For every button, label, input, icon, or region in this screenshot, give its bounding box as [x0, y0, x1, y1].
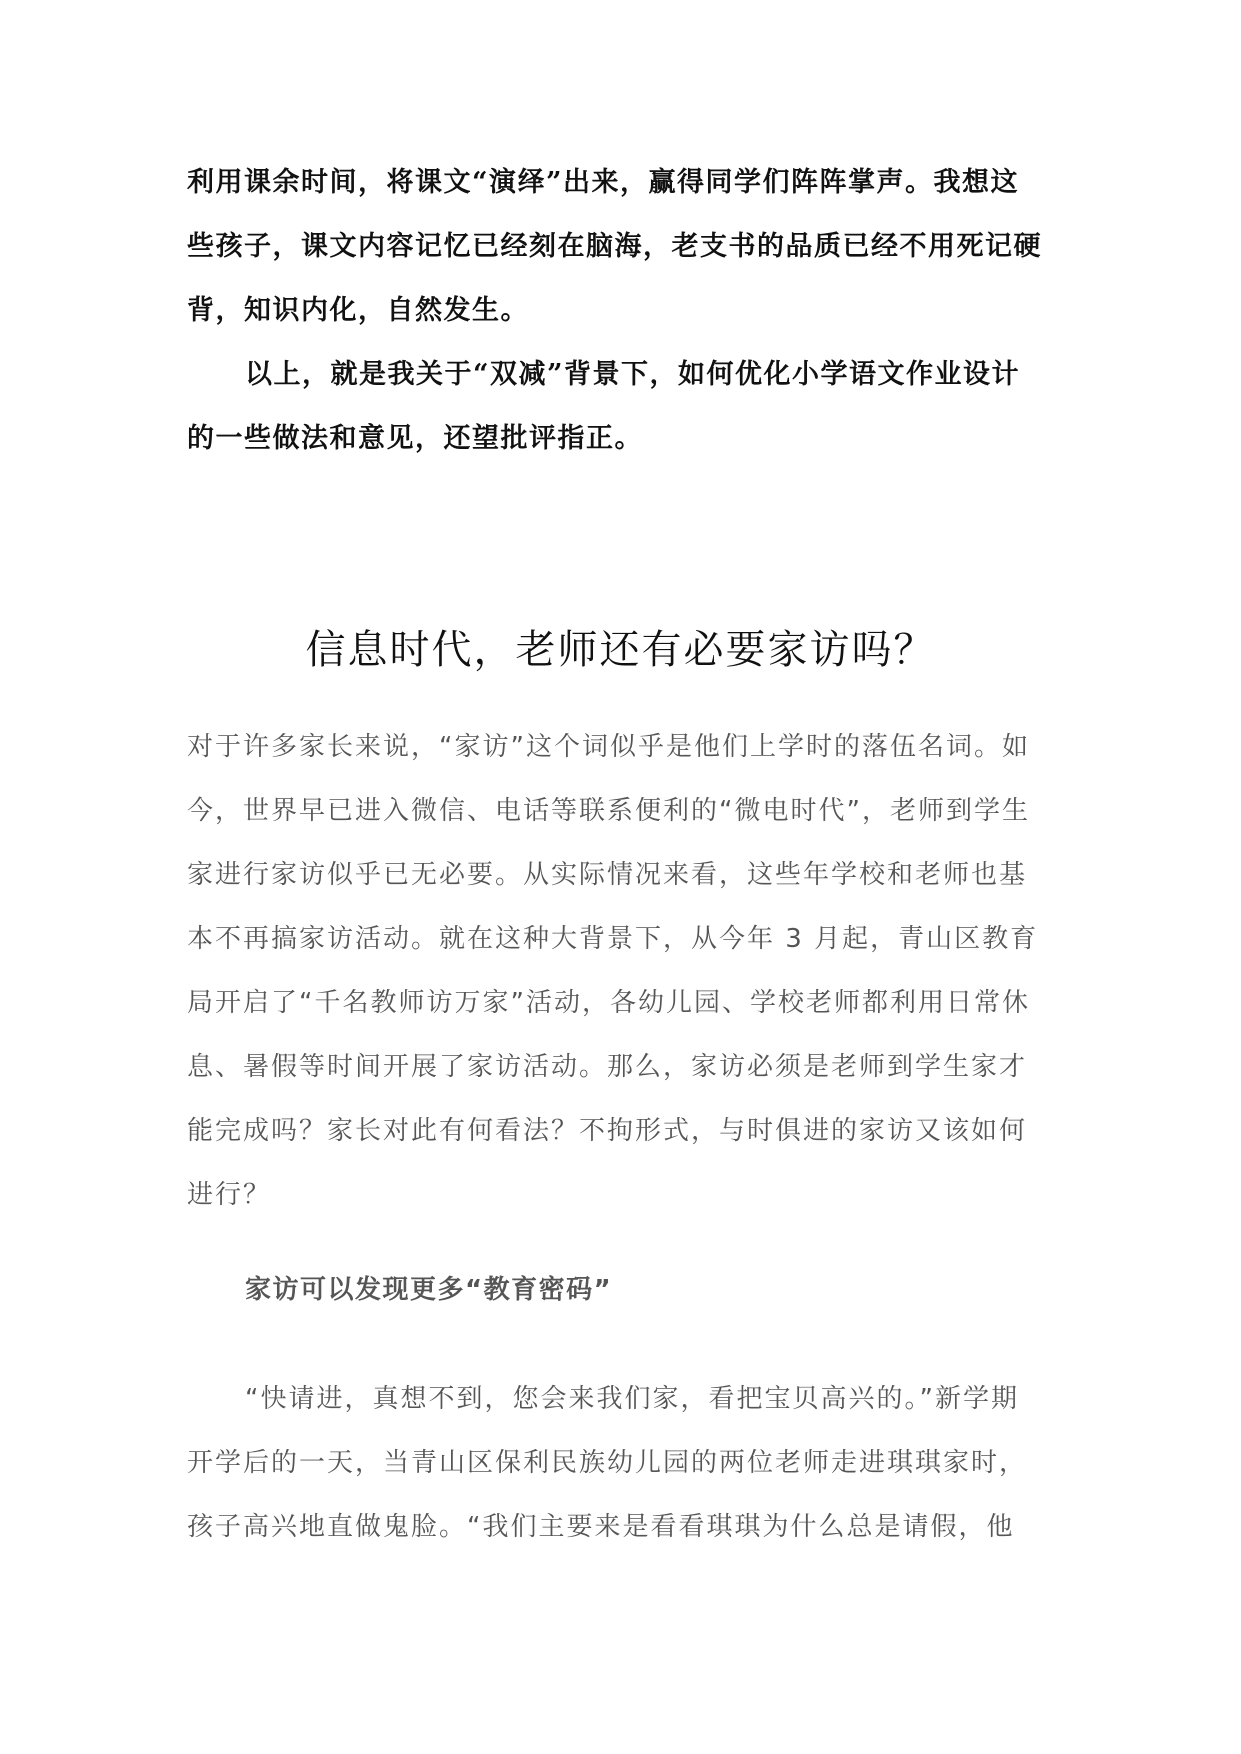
text-line: 家进行家访似乎已无必要。从实际情况来看，这些年学校和老师也基 [187, 860, 1028, 890]
text-line: 局开启了“千名教师访万家”活动，各幼儿园、学校老师都利用日常休 [187, 988, 1030, 1018]
text-line: “快请进，真想不到，您会来我们家，看把宝贝高兴的。”新学期 [245, 1384, 1019, 1414]
section-subheading [187, 1258, 1055, 1322]
article-title: 信息时代，老师还有必要家访吗？ [305, 627, 936, 673]
text-line: 利用课余时间，将课文“演绎”出来，赢得同学们阵阵掌声。我想这 [187, 167, 1020, 198]
text-line: 进行？ [187, 1180, 272, 1210]
text-line: 息、暑假等时间开展了家访活动。那么，家访必须是老师到学生家才 [187, 1052, 1028, 1082]
text-line: 今，世界早已进入微信、电话等联系便利的“微电时代”，老师到学生 [187, 796, 1030, 826]
text-line: 本不再搞家访活动。就在这种大背景下，从今年 3 月起，青山区教育 [187, 924, 1039, 954]
text-line: 开学后的一天，当青山区保利民族幼儿园的两位老师走进琪琪家时， [187, 1448, 1028, 1478]
text-line: 背，知识内化，自然发生。 [187, 295, 529, 326]
summary-paragraph [187, 343, 1055, 471]
text-line: 以上，就是我关于“双减”背景下，如何优化小学语文作业设计 [245, 359, 1021, 390]
text-line: 的一些做法和意见，还望批评指正。 [187, 423, 643, 454]
intro-paragraph [187, 715, 1055, 1227]
closing-paragraph [187, 151, 1055, 343]
text-line: 能完成吗？家长对此有何看法？不拘形式，与时俱进的家访又该如何 [187, 1116, 1028, 1146]
story-paragraph [187, 1367, 1055, 1559]
subheading-text: 家访可以发现更多“教育密码” [245, 1275, 613, 1305]
text-line: 对于许多家长来说，“家访”这个词似乎是他们上学时的落伍名词。如 [187, 732, 1030, 762]
text-line: 孩子高兴地直做鬼脸。“我们主要来是看看琪琪为什么总是请假，他 [187, 1512, 1015, 1542]
text-line: 些孩子，课文内容记忆已经刻在脑海，老支书的品质已经不用死记硬 [187, 231, 1042, 262]
